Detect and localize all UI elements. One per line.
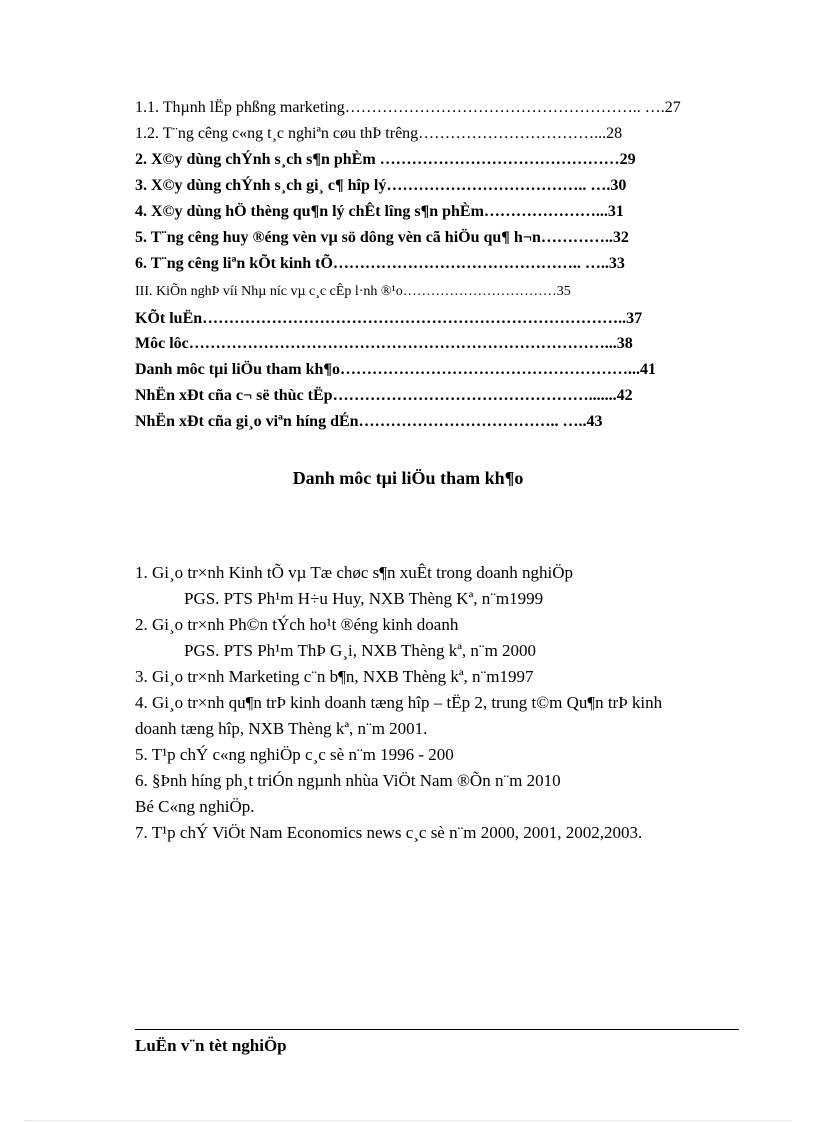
toc-entry: NhËn xÐt cña gi¸o viªn híng dÉn……………………………….. …..43 — [135, 413, 603, 430]
reference-item: 3. Gi¸o tr×nh Marketing c¨n b¶n, NXB Thèng kª, n¨m1997 — [135, 667, 534, 686]
reference-item: PGS. PTS Ph¹m H÷u Huy, NXB Thèng Kª, n¨m1999 — [184, 589, 544, 608]
reference-item: doanh tæng hîp, NXB Thèng kª, n¨m 2001. — [135, 719, 428, 738]
reference-item: 5. T¹p chÝ c«ng nghiÖp c¸c sè n¨m 1996 - 200 — [135, 745, 454, 764]
toc-entry: 6. T¨ng cêng liªn kÕt kinh tÕ……………………………………….. …..33 — [135, 255, 625, 272]
page-edge-divider — [24, 1120, 792, 1121]
toc-entry: 1.2. T¨ng cêng c«ng t¸c nghiªn cøu thÞ trêng……………………………...28 — [135, 125, 623, 142]
reference-item: 4. Gi¸o tr×nh qu¶n trÞ kinh doanh tæng hîp – tËp 2, trung t©m Qu¶n trÞ kinh — [135, 693, 663, 712]
toc-entry: Danh môc tµi liÖu tham kh¶o………………………………………………...41 — [135, 361, 656, 378]
toc-entry: 4. X©y dùng hÖ thèng qu¶n lý chÊt lîng s¶n phÈm…………………...31 — [135, 203, 624, 220]
toc-entry: 3. X©y dùng chÝnh s¸ch gi¸ c¶ hîp lý……………………………….. ….30 — [135, 177, 627, 194]
footer-title: LuËn v¨n tèt nghiÖp — [135, 1036, 287, 1055]
reference-item: 7. T¹p chÝ ViÖt Nam Economics news c¸c sè n¨m 2000, 2001, 2002,2003. — [135, 823, 643, 842]
toc-entry: 1.1. Thµnh lËp phßng marketing……………………………………………….. ….27 — [135, 99, 681, 116]
toc-entry: NhËn xÐt cña c¬ së thùc tËp………………………………………….......42 — [135, 387, 633, 404]
toc-entry: KÕt luËn……………………………………………………………………..37 — [135, 310, 643, 327]
footer-divider — [135, 1029, 739, 1030]
reference-item: PGS. PTS Ph¹m ThÞ G¸i, NXB Thèng kª, n¨m 2000 — [184, 641, 537, 660]
reference-item: 6. §Þnh híng ph¸t triÓn ngµnh nhùa ViÖt Nam ®Õn n¨m 2010 — [135, 771, 561, 790]
toc-entry: Môc lôc……………………………………………………………………...38 — [135, 335, 633, 352]
references-title: Danh môc tµi liÖu tham kh¶o — [292, 468, 524, 488]
toc-entry: III. KiÕn nghÞ víi Nhµ níc vµ c¸c cÊp l·nh ®¹o……………………………35 — [135, 284, 571, 299]
reference-item: Bé C«ng nghiÖp. — [135, 797, 255, 816]
toc-entry: 5. T¨ng cêng huy ®éng vèn vµ sö dông vèn cã hiÖu qu¶ h¬n…………..32 — [135, 229, 629, 246]
toc-entry: 2. X©y dùng chÝnh s¸ch s¶n phÈm ………………………………………29 — [135, 151, 636, 168]
reference-item: 2. Gi¸o tr×nh Ph©n tÝch ho¹t ®éng kinh doanh — [135, 615, 459, 634]
reference-item: 1. Gi¸o tr×nh Kinh tÕ vµ Tæ chøc s¶n xuÊt trong doanh nghiÖp — [135, 563, 574, 582]
